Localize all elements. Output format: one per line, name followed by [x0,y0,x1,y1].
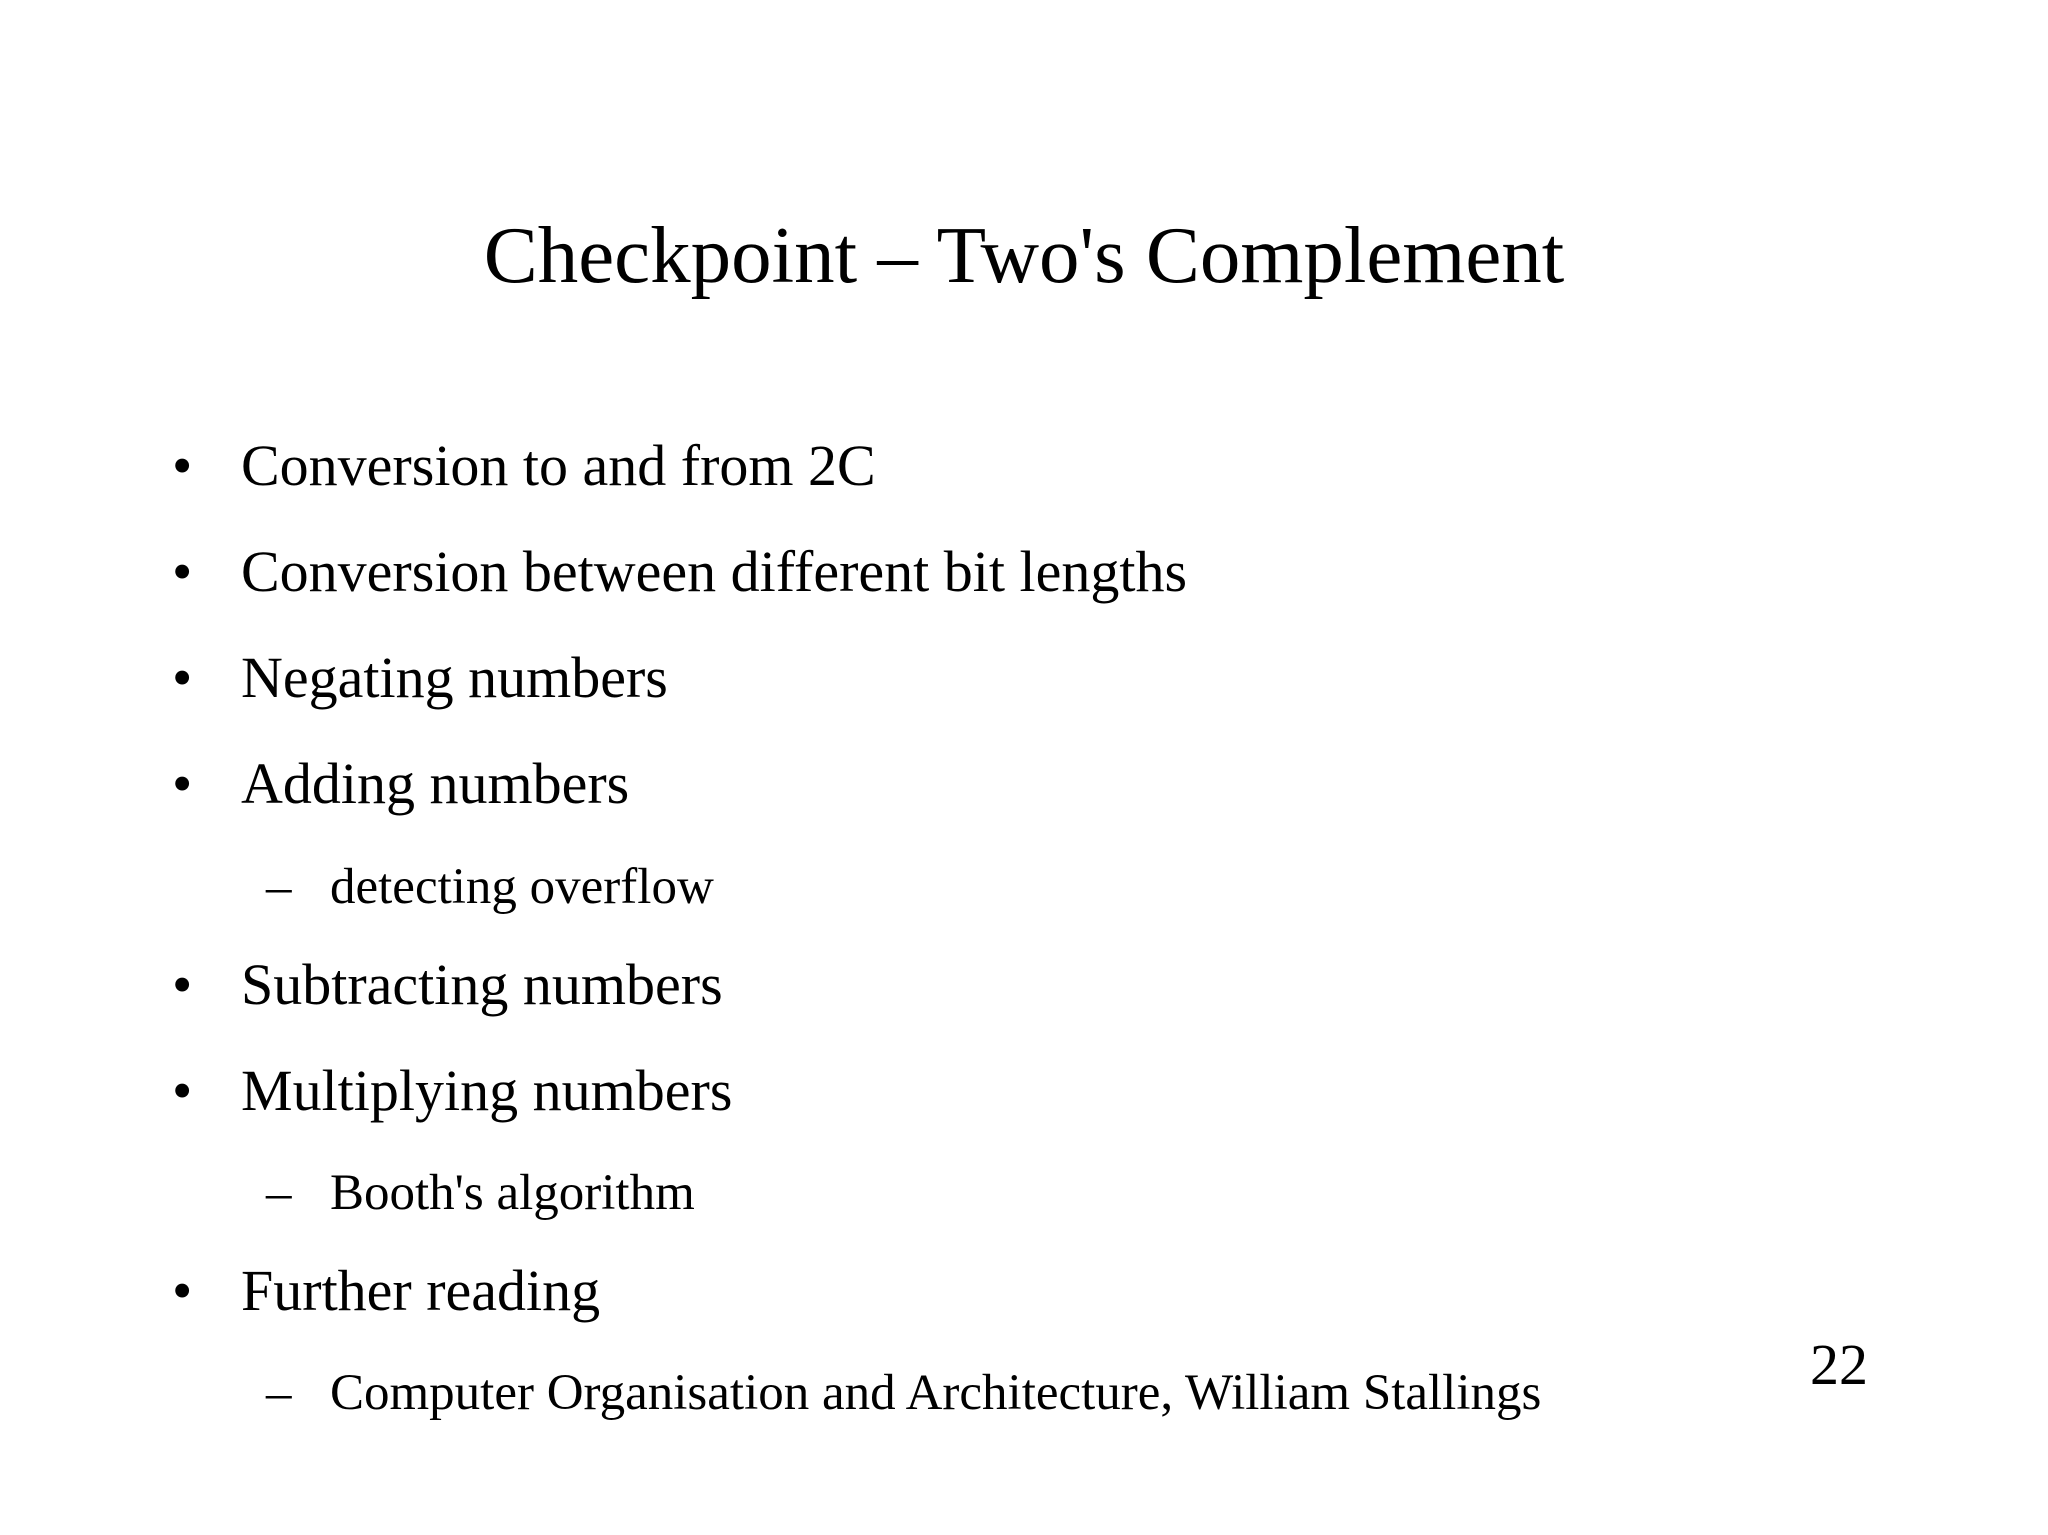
bullet-item [172,749,629,819]
page-number: 22 [1810,1332,1868,1397]
bullet-icon: • [172,645,193,710]
sub-item-text: Computer Organisation and Architecture, William Stallings [330,1365,1542,1421]
sub-item-text: detecting overflow [330,859,714,915]
bullet-item [172,1256,600,1326]
dash-icon: – [266,1165,292,1221]
sub-item [266,1362,1541,1424]
bullet-icon: • [172,539,193,604]
bullet-text: Further reading [241,1258,601,1323]
bullet-icon: • [172,1258,193,1323]
sub-item [266,1162,695,1224]
bullet-item [172,537,1187,607]
bullet-text: Negating numbers [241,645,668,710]
sub-item-text: Booth's algorithm [330,1165,695,1221]
bullet-text: Conversion to and from 2C [241,433,876,498]
bullet-text: Subtracting numbers [241,952,723,1017]
bullet-text: Conversion between different bit lengths [241,539,1188,604]
bullet-icon: • [172,952,193,1017]
bullet-item [172,1056,732,1126]
bullet-item [172,643,668,713]
slide-title: Checkpoint – Two's Complement [483,210,1565,300]
bullet-text: Adding numbers [241,751,630,816]
bullet-item [172,431,876,501]
bullet-icon: • [172,751,193,816]
bullet-icon: • [172,433,193,498]
bullet-text: Multiplying numbers [241,1058,733,1123]
sub-item [266,856,714,918]
dash-icon: – [266,1365,292,1421]
dash-icon: – [266,859,292,915]
bullet-item [172,950,723,1020]
bullet-icon: • [172,1058,193,1123]
